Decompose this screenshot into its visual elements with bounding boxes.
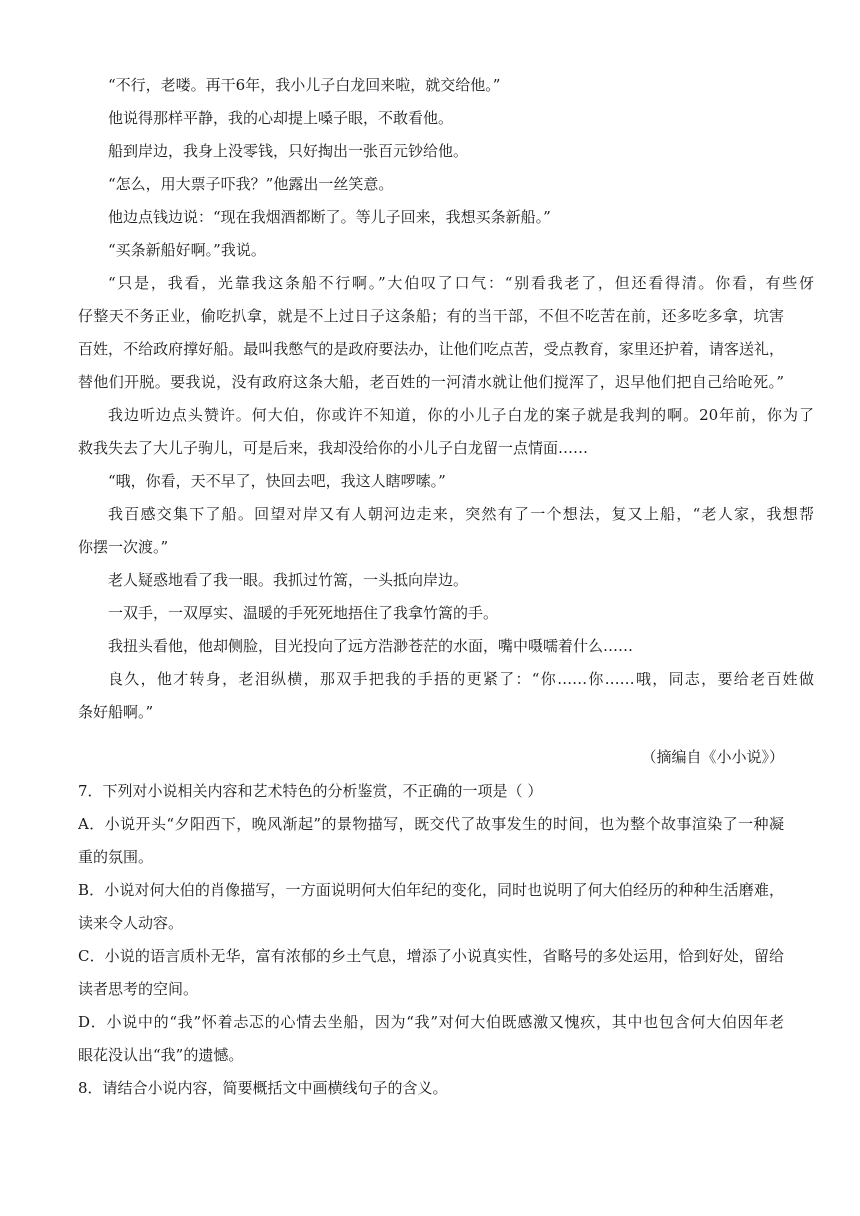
- paragraph-line: 仔整天不务正业，偷吃扒拿，就是不上过日子这条船；有的当干部，不但不吃苦在前，还多吃多拿，坑害: [78, 307, 784, 325]
- source-citation: （摘编自《小小说》）: [641, 748, 784, 766]
- paragraph-line: 救我失去了大儿子驹儿，可是后来，我却没给你的小儿子白龙留一点情面……: [78, 439, 589, 457]
- option-d-continued: 眼花没认出“我”的遗憾。: [78, 1046, 244, 1064]
- paragraph-line: 条好船啊。”: [78, 703, 154, 721]
- option-a-continued: 重的氛围。: [78, 848, 154, 866]
- paragraph-line: 你摆一次渡。”: [78, 538, 169, 556]
- paragraph-line: 船到岸边，我身上没零钱，只好掏出一张百元钞给他。: [108, 142, 469, 160]
- option-d: D．小说中的“我”怀着忐忑的心情去坐船，因为“我”对何大伯既感激又愧疚，其中也包含何大伯因年老: [78, 1013, 784, 1031]
- option-c-continued: 读者思考的空间。: [78, 980, 199, 998]
- option-b-continued: 读来令人动容。: [78, 914, 184, 932]
- paragraph-line: “只是，我看，光靠我这条船不行啊。”大伯叹了口气：“别看我老了，但还看得清。你看，有些伢: [108, 274, 814, 292]
- paragraph-line: 他说得那样平静，我的心却提上嗓子眼，不敢看他。: [108, 109, 454, 127]
- option-b: B．小说对何大伯的肖像描写，一方面说明何大伯年纪的变化，同时也说明了何大伯经历的种种生活磨难，: [78, 881, 784, 899]
- paragraph-line: “怎么，用大票子吓我？”他露出一丝笑意。: [108, 175, 394, 193]
- paragraph-line: 我边听边点头赞许。何大伯，你或许不知道，你的小儿子白龙的案子就是我判的啊。20年前，你为了: [108, 406, 814, 424]
- paragraph-line: 百姓，不给政府撑好船。最叫我憋气的是政府要法办，让他们吃点苦，受点教育，家里还护着，请客送礼，: [78, 340, 784, 358]
- question-7-stem: 7．下列对小说相关内容和艺术特色的分析鉴赏，不正确的一项是（ ）: [78, 782, 543, 800]
- paragraph-line: “买条新船好啊。”我说。: [108, 241, 266, 259]
- option-a: A．小说开头“夕阳西下，晚风渐起”的景物描写，既交代了故事发生的时间，也为整个故事渲染了一种凝: [78, 815, 784, 833]
- paragraph-line: “哦，你看，天不早了，快回去吧，我这人瞎啰嗦。”: [108, 472, 446, 490]
- paragraph-line: 替他们开脱。要我说，没有政府这条大船，老百姓的一河清水就让他们搅浑了，迟早他们把自己给呛死。”: [78, 373, 784, 391]
- paragraph-line: 一双手，一双厚实、温暖的手死死地捂住了我拿竹篙的手。: [108, 604, 499, 622]
- paragraph-line: 我扭头看他，他却侧脸，目光投向了远方浩渺苍茫的水面，嘴中嗫嚅着什么……: [108, 637, 634, 655]
- paragraph-line: 他边点钱边说：“现在我烟酒都断了。等儿子回来，我想买条新船。”: [108, 208, 551, 226]
- paragraph-line: 良久，他才转身，老泪纵横，那双手把我的手捂的更紧了：“你……你……哦，同志，要给老百姓做: [108, 670, 814, 688]
- question-8-stem: 8．请结合小说内容，简要概括文中画横线句子的含义。: [78, 1079, 448, 1097]
- paragraph-line: “不行，老喽。再干6年，我小儿子白龙回来啦，就交给他。”: [108, 76, 501, 94]
- option-c: C．小说的语言质朴无华，富有浓郁的乡土气息，增添了小说真实性，省略号的多处运用，恰到好处，留给: [78, 947, 784, 965]
- paragraph-line: 我百感交集下了船。回望对岸又有人朝河边走来，突然有了一个想法，复又上船，“老人家，我想帮: [108, 505, 814, 523]
- paragraph-line: 老人疑惑地看了我一眼。我抓过竹篙，一头抵向岸边。: [108, 571, 469, 589]
